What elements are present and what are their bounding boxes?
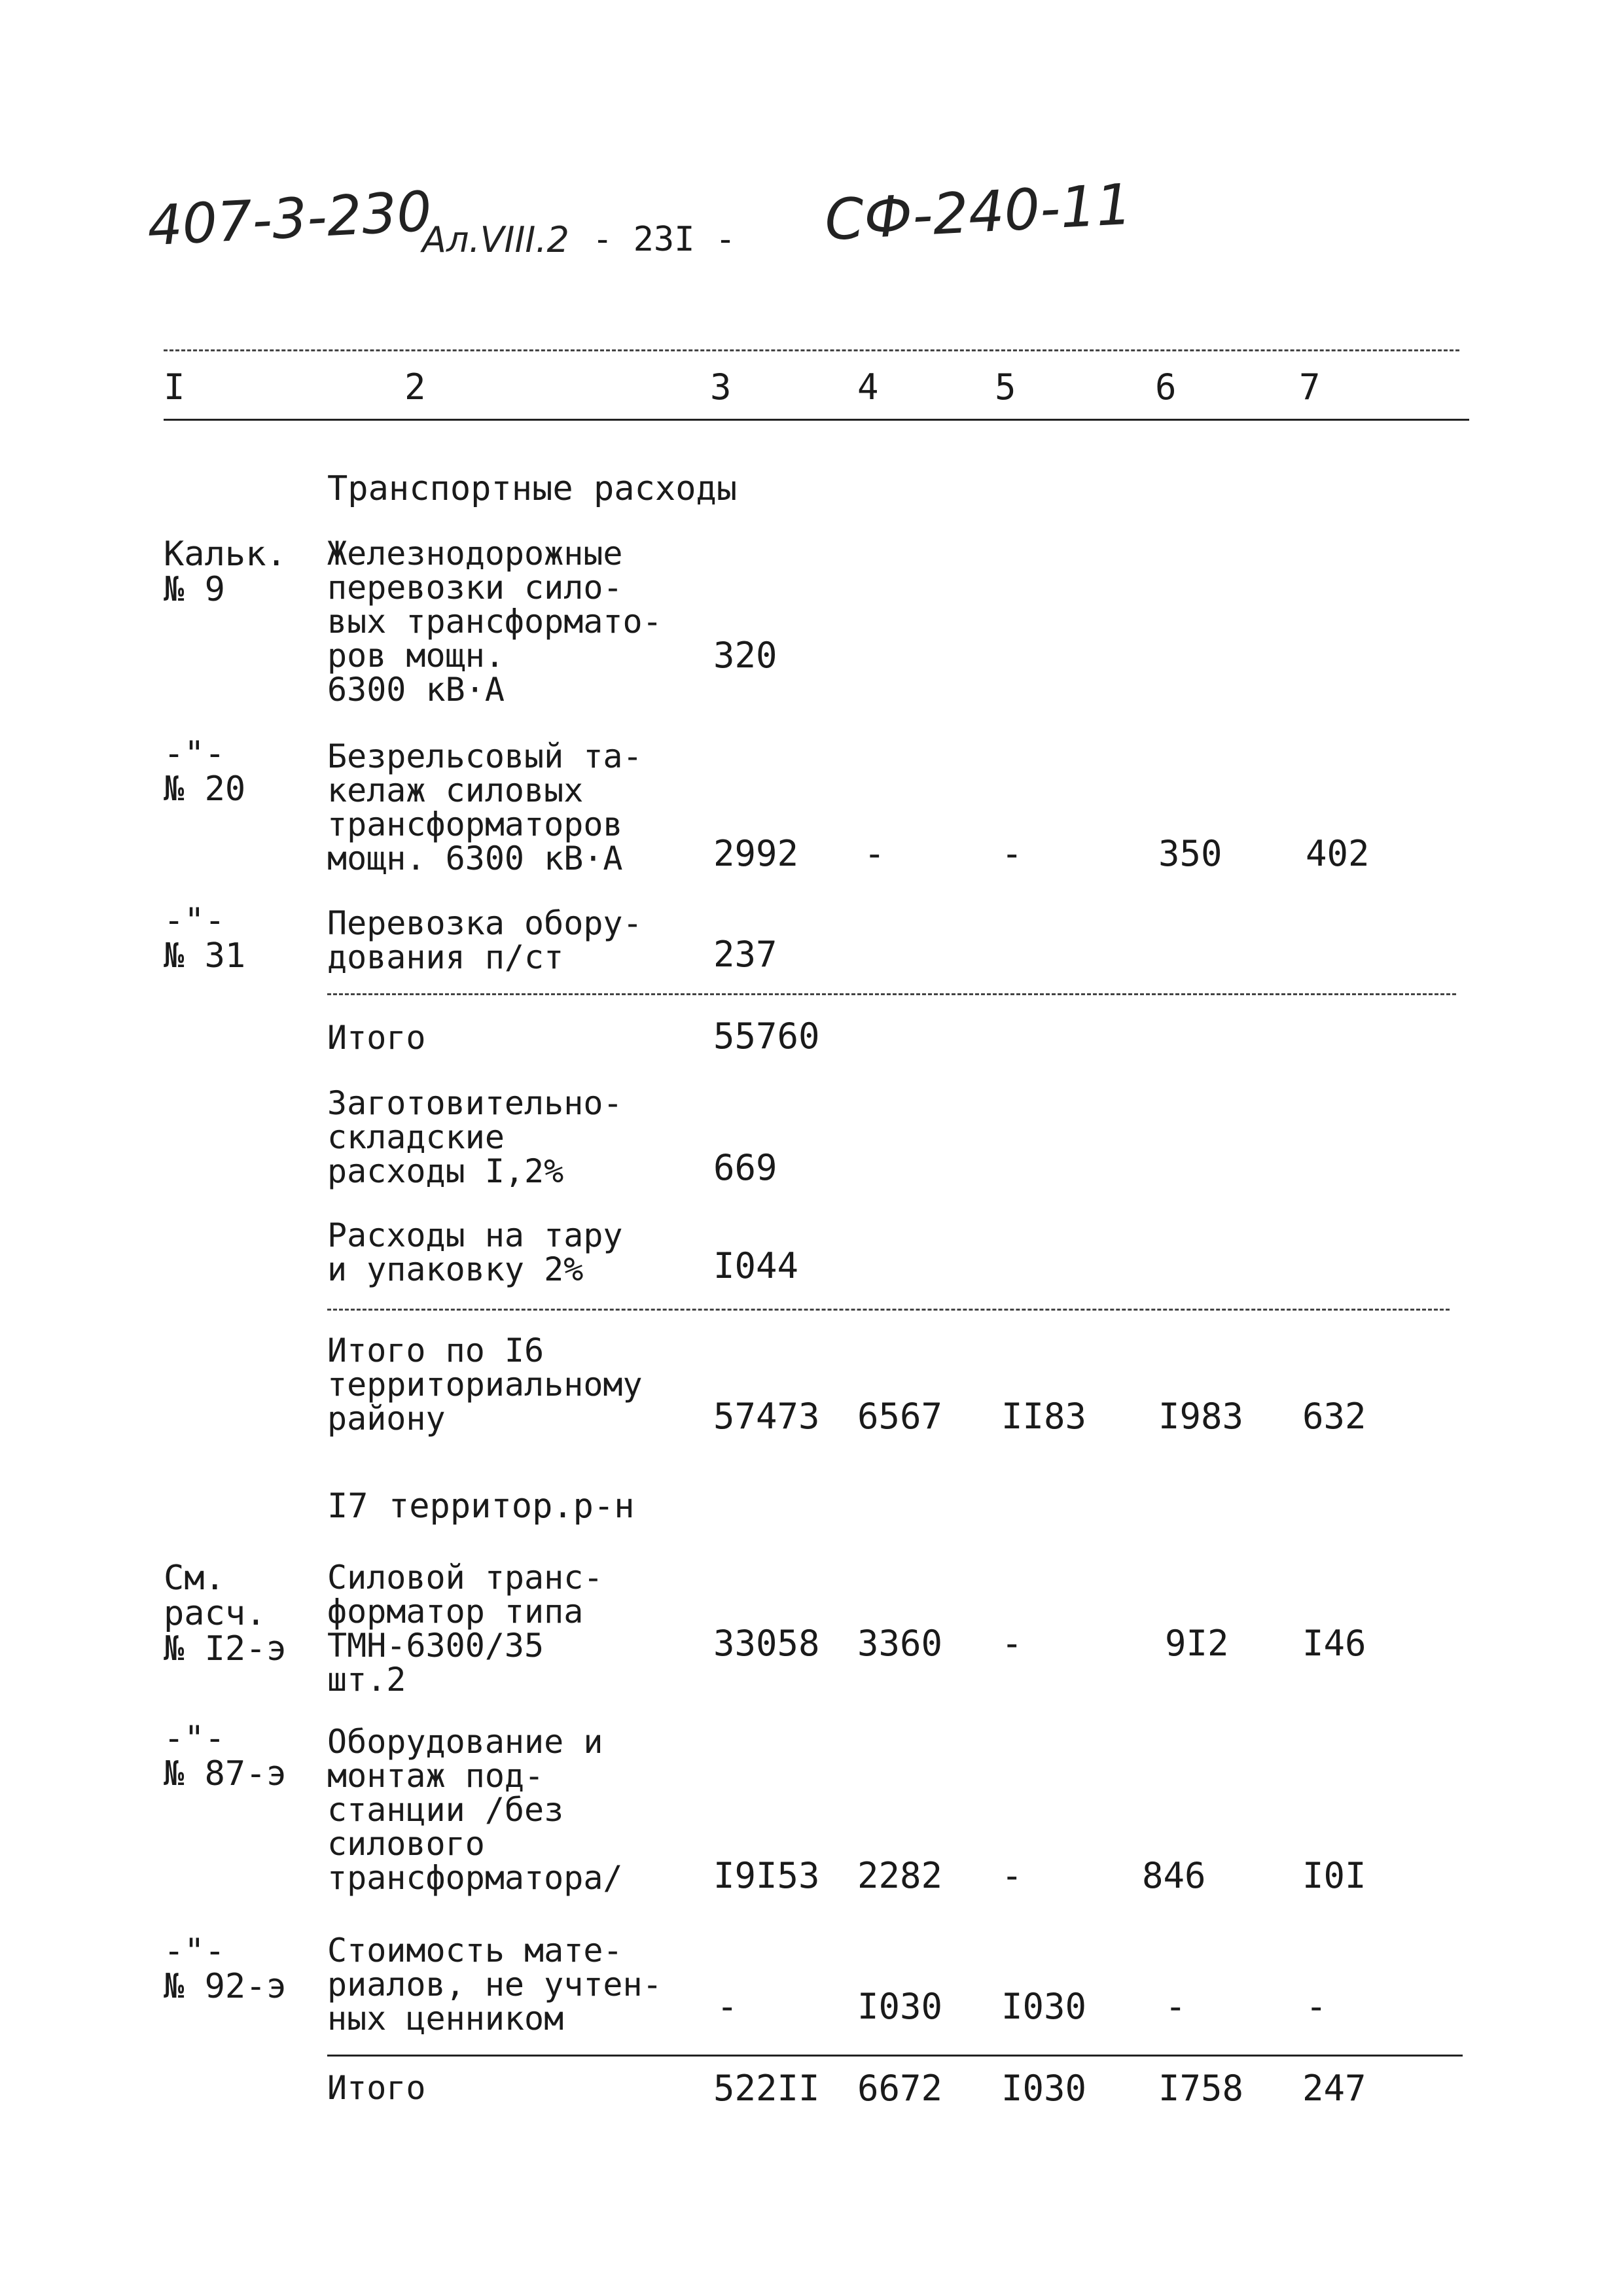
- cell-col3: I044: [713, 1245, 799, 1286]
- cell-col5: -: [1001, 1623, 1023, 1664]
- section-title-transport: Транспортные расходы: [327, 469, 738, 508]
- album-number: Ал.VIII.2: [422, 219, 569, 260]
- cell-col7: 402: [1306, 833, 1370, 874]
- cell-col6: 9I2: [1165, 1623, 1229, 1664]
- cell-col4: -: [864, 833, 885, 874]
- row-description: Железнодорожные перевозки сило- вых трансформато- ров мощн. 6300 кВ·А: [327, 535, 662, 709]
- cell-col7: 247: [1302, 2068, 1366, 2109]
- cell-col6: -: [1165, 1986, 1186, 2027]
- row-description: Заготовительно- складские расходы I,2%: [327, 1084, 623, 1190]
- row-description: Безрельсовый та- келаж силовых трансформаторов мощн. 6300 кВ·А: [327, 737, 643, 877]
- cell-col5: I030: [1001, 1986, 1087, 2027]
- col-header-4: 4: [857, 366, 879, 408]
- cell-col3: 2992: [713, 833, 799, 874]
- cell-col3: 522II: [713, 2068, 820, 2109]
- cell-col3: I9I53: [713, 1855, 820, 1896]
- cell-col3: 33058: [713, 1623, 820, 1664]
- cell-col6: I758: [1158, 2068, 1244, 2109]
- cell-col7: 632: [1302, 1396, 1366, 1437]
- cell-col3: 237: [713, 934, 777, 975]
- cell-col5: -: [1001, 1855, 1023, 1896]
- row-reference: -"- № 20: [164, 734, 246, 809]
- col-header-6: 6: [1155, 366, 1177, 408]
- cell-col4: 2282: [857, 1855, 943, 1896]
- cell-col7: I0I: [1302, 1855, 1366, 1896]
- subtotal-rule: [327, 1309, 1450, 1311]
- row-description: Силовой транс- форматор типа ТМН-6300/35 шт.2: [327, 1559, 603, 1699]
- col-header-3: 3: [710, 366, 732, 408]
- col-header-2: 2: [404, 366, 426, 408]
- cell-col4: 3360: [857, 1623, 943, 1664]
- cell-col5: I030: [1001, 2068, 1087, 2109]
- cell-col5: II83: [1001, 1396, 1087, 1437]
- row-description: Итого: [327, 2069, 426, 2107]
- table-header-rule: [164, 419, 1469, 421]
- section-title-region17: I7 территор.р-н: [327, 1487, 635, 1526]
- row-description: Перевозка обору- дования п/ст: [327, 904, 643, 976]
- row-reference: -"- № 31: [164, 901, 246, 976]
- row-description: Оборудование и монтаж под- станции /без силового трансформатора/: [327, 1723, 623, 1897]
- row-reference: -"- № 87-э: [164, 1719, 287, 1793]
- cell-col3: 320: [713, 635, 777, 676]
- cell-col6: I983: [1158, 1396, 1244, 1437]
- cell-col7: -: [1306, 1986, 1327, 2027]
- cell-col3: -: [717, 1986, 738, 2027]
- cell-col7: I46: [1302, 1623, 1366, 1664]
- sheet-code: СФ-240-11: [823, 171, 1134, 254]
- total-rule: [327, 2055, 1463, 2057]
- cell-col5: -: [1001, 833, 1023, 874]
- cell-col6: 350: [1158, 833, 1222, 874]
- col-header-1: I: [164, 366, 185, 408]
- cell-col6: 846: [1142, 1855, 1206, 1896]
- row-reference: -"- № 92-э: [164, 1932, 287, 2006]
- col-header-7: 7: [1299, 366, 1321, 408]
- cell-col3: 57473: [713, 1396, 820, 1437]
- cell-col4: 6672: [857, 2068, 943, 2109]
- row-description: Стоимость мате- риалов, не учтен- ных ценником: [327, 1932, 662, 2038]
- row-reference: Кальк. № 9: [164, 535, 287, 609]
- subtotal-rule: [327, 993, 1456, 995]
- row-description: Итого: [327, 1019, 426, 1057]
- doc-code: 407-3-230: [145, 179, 434, 258]
- cell-col4: 6567: [857, 1396, 943, 1437]
- row-description: Расходы на тару и упаковку 2%: [327, 1216, 623, 1288]
- cell-col3: 55760: [713, 1016, 820, 1057]
- col-header-5: 5: [995, 366, 1016, 408]
- row-description: Итого по I6 территориальному району: [327, 1332, 643, 1438]
- cell-col4: I030: [857, 1986, 943, 2027]
- cell-col3: 669: [713, 1147, 777, 1188]
- row-reference: См. расч. № I2-э: [164, 1559, 287, 1669]
- table-top-rule: [164, 349, 1459, 351]
- page-number: - 23I -: [592, 220, 736, 259]
